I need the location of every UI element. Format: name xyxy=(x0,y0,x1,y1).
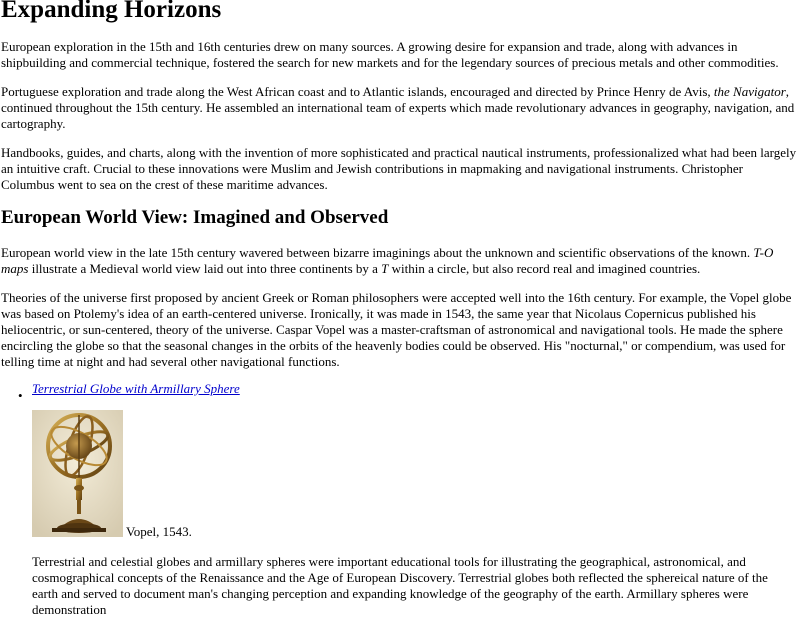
text-run: , continued throughout the 15th century. He assembled an international team of experts which made revolutionary advances in geography, navigation, and cartography. xyxy=(1,84,795,131)
globe-link[interactable]: Terrestrial Globe with Armillary Sphere xyxy=(32,381,240,396)
armillary-globe-image[interactable] xyxy=(32,410,123,537)
text-run: European world view in the late 15th century wavered between bizarre imaginings about the unknown and scientific observations of the known. xyxy=(1,245,754,260)
intro-paragraph: European exploration in the 15th and 16th centuries drew on many sources. A growing desire for expansion and trade, along with advances in shipbuilding and commercial technique, fostered the search for new markets and for the legendary sources of precious metals and other commodities. xyxy=(1,39,779,70)
armillary-globe-icon xyxy=(32,410,123,537)
emphasis-t-o-maps: T-O maps xyxy=(1,245,774,276)
list-bullet: • xyxy=(18,388,23,403)
emphasis-t: T xyxy=(381,261,389,276)
portuguese-paragraph xyxy=(1,84,797,132)
text-run: Portuguese exploration and trade along the West African coast and to Atlantic islands, encouraged and directed by Prince Henry de Avis, xyxy=(1,84,714,99)
world-view-paragraph xyxy=(1,245,797,277)
instruments-paragraph: Handbooks, guides, and charts, along with the invention of more sophisticated and practical nautical instruments, professionalized what had been largely an intuitive craft. Crucial to these innovations were Muslim and Jewish contributions in mapmaking and navigational instruments. Christopher Columbus went to sea on the crest of these maritime advances. xyxy=(1,145,797,192)
image-caption: Vopel, 1543. xyxy=(126,524,192,539)
globes-paragraph: Terrestrial and celestial globes and armillary spheres were important educational tools for illustrating the geographical, astronomical, and cosmographical concepts of the Renaissance and the Age of European Discovery. Terrestrial globes both reflected the sphereical nature of the earth and served to document man's changing perception and expanding knowledge of the geography of the earth. Armillary spheres were demonstration xyxy=(32,554,768,617)
section-heading: European World View: Imagined and Observed xyxy=(1,207,389,228)
text-run: within a circle, but also record real and imagined countries. xyxy=(388,261,701,276)
theories-paragraph: Theories of the universe first proposed by ancient Greek or Roman philosophers were accepted well into the 16th century. For example, the Vopel globe was based on Ptolemy's idea of an earth-centered universe. Ironically, it was made in 1543, the same year that Nicolaus Copernicus published his heliocentric, or sun-centered, theory of the universe. Caspar Vopel was a master-craftsman of astronomical and navigational tools. He made the sphere encircling the globe so that the seasonal changes in the orbits of the heavenly bodies could be observed. His "nocturnal," or compendium, was used for telling time at night and had several other navigational functions. xyxy=(1,290,792,369)
page-title: Expanding Horizons xyxy=(1,0,222,23)
emphasis-navigator: the Navigator xyxy=(713,84,786,99)
text-run: illustrate a Medieval world view laid out into three continents by a xyxy=(28,261,382,276)
